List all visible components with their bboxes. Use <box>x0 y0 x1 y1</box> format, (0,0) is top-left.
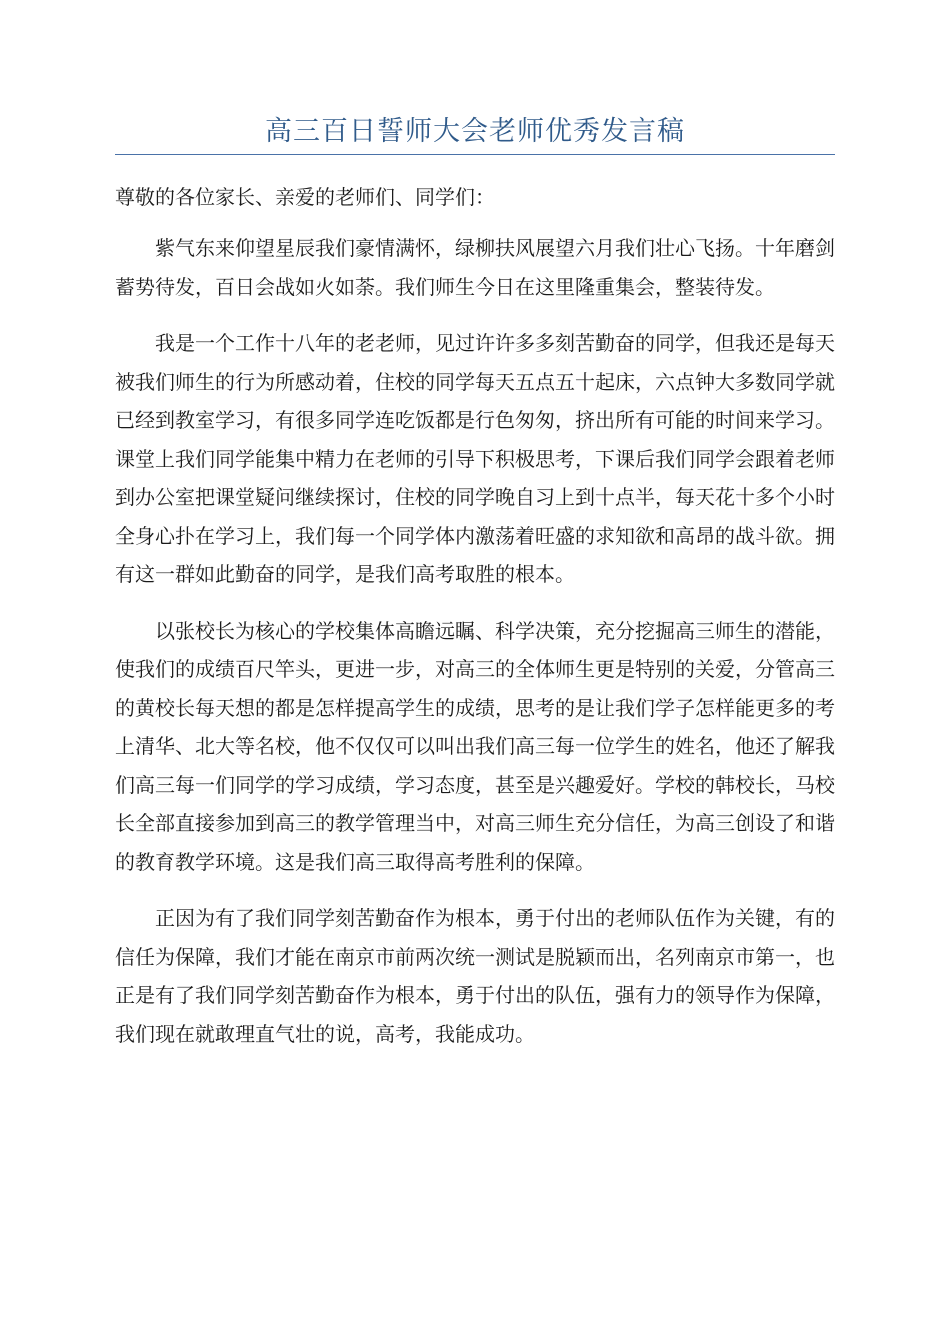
paragraph-2: 我是一个工作十八年的老老师，见过许许多多刻苦勤奋的同学，但我还是每天被我们师生的行为所感动着，住校的同学每天五点五十起床，六点钟大多数同学就已经到教室学习，有很多同学连吃饭都是行色匆匆，挤出所有可能的时间来学习。课堂上我们同学能集中精力在老师的引导下积极思考，下课后我们同学会跟着老师到办公室把课堂疑问继续探讨，住校的同学晚自习上到十点半，每天花十多个小时全身心扑在学习上，我们每一个同学体内激荡着旺盛的求知欲和高昂的战斗欲。拥有这一群如此勤奋的同学，是我们高考取胜的根本。 <box>115 331 835 586</box>
paragraph-3: 以张校长为核心的学校集体高瞻远瞩、科学决策，充分挖掘高三师生的潜能，使我们的成绩百尺竿头，更进一步，对高三的全体师生更是特别的关爱，分管高三的黄校长每天想的都是怎样提高学生的成绩，思考的是让我们学子怎样能更多的考上清华、北大等名校，他不仅仅可以叫出我们高三每一位学生的姓名，他还了解我们高三每一们同学的学习成绩，学习态度，甚至是兴趣爱好。学校的韩校长，马校长全部直接参加到高三的教学管理当中，对高三师生充分信任，为高三创设了和谐的教育教学环境。这是我们高三取得高考胜利的保障。 <box>115 618 835 874</box>
title-underline <box>115 154 835 155</box>
paragraph-4: 正因为有了我们同学刻苦勤奋作为根本，勇于付出的老师队伍作为关键，有的信任为保障，我们才能在南京市前两次统一测试是脱颖而出，名列南京市第一，也正是有了我们同学刻苦勤奋作为根本，勇于付出的队伍，强有力的领导作为保障，我们现在就敢理直气壮的说，高考，我能成功。 <box>115 906 835 1046</box>
document-body <box>115 229 835 1071</box>
document-title: 高三百日誓师大会老师优秀发言稿 <box>265 116 685 147</box>
paragraph-1: 紫气东来仰望星辰我们豪情满怀，绿柳扶风展望六月我们壮心飞扬。十年磨剑蓄势待发，百日会战如火如荼。我们师生今日在这里隆重集会，整装待发。 <box>115 236 835 299</box>
salutation: 尊敬的各位家长、亲爱的老师们、同学们： <box>115 185 495 209</box>
